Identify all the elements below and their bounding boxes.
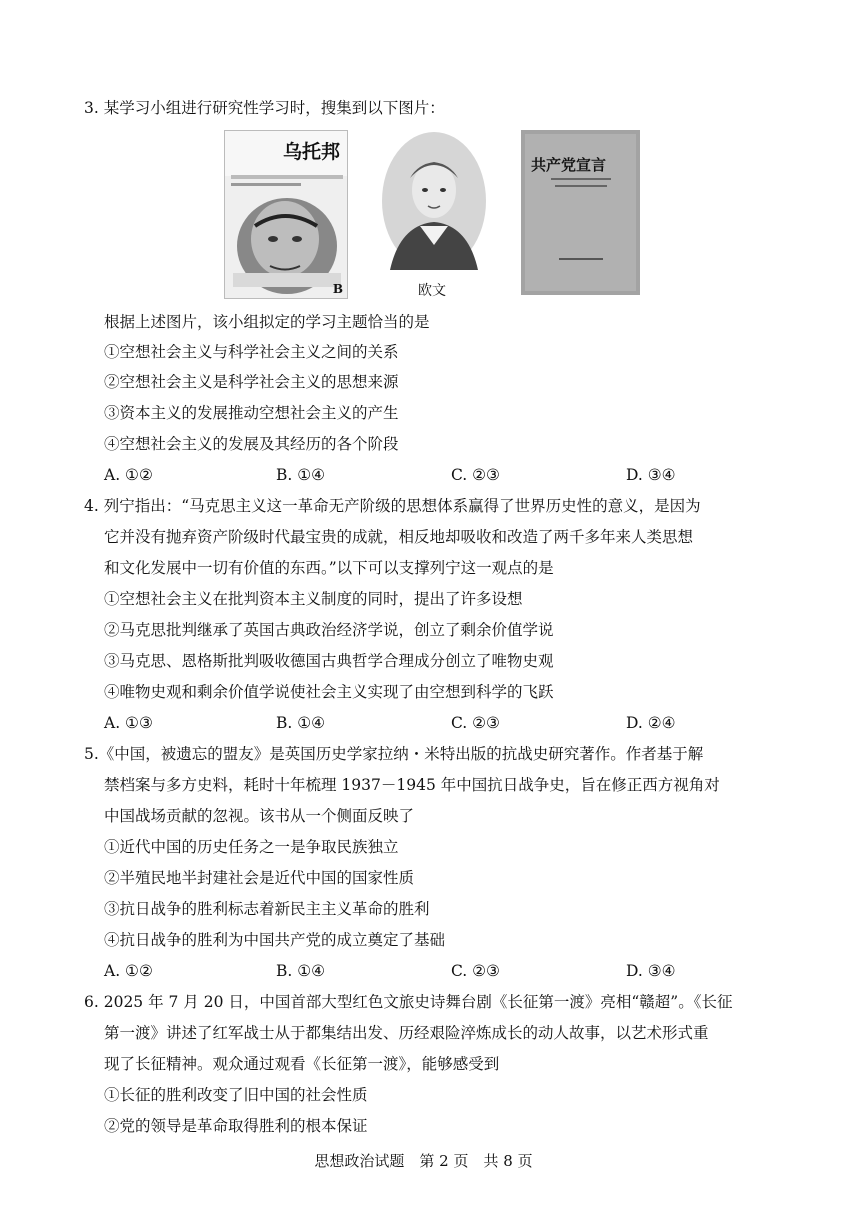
q4-option-d: D. ②④ [626, 714, 676, 732]
manifesto-book-image [521, 130, 640, 295]
q4-option-b: B. ①④ [276, 714, 326, 732]
q3-option-b: B. ①④ [276, 466, 326, 484]
q4-item-3: ③马克思、恩格斯批判吸收德国古典哲学合理成分创立了唯物史观 [104, 652, 554, 670]
owen-portrait-image [380, 130, 488, 272]
q4-line-1: 4. 列宁指出：“马克思主义这一革命无产阶级的思想体系赢得了世界历史性的意义，是因为 [84, 497, 701, 515]
q6-line-3: 现了长征精神。观众通过观看《长征第一渡》，能够感受到 [104, 1055, 500, 1073]
q6-item-1: ①长征的胜利改变了旧中国的社会性质 [104, 1086, 368, 1104]
q5-option-c: C. ②③ [451, 962, 500, 980]
q4-item-1: ①空想社会主义在批判资本主义制度的同时，提出了许多设想 [104, 590, 523, 608]
owen-portrait-art [380, 130, 488, 272]
q5-line-2: 禁档案与多方史料，耗时十年梳理 1937－1945 年中国抗日战争史，旨在修正西方视角对 [104, 776, 720, 794]
q5-item-4: ④抗日战争的胜利为中国共产党的成立奠定了基础 [104, 931, 446, 949]
q4-line-2: 它并没有抛弃资产阶级时代最宝贵的成就，相反地却吸收和改造了两千多年来人类思想 [104, 528, 694, 546]
utopia-title: 乌托邦 [283, 141, 341, 163]
q3-text: 3. 某学习小组进行研究性学习时，搜集到以下图片： [84, 99, 445, 117]
q5-item-2: ②半殖民地半封建社会是近代中国的国家性质 [104, 869, 415, 887]
q4-option-c: C. ②③ [451, 714, 500, 732]
q5-line-1: 5.《中国，被遗忘的盟友》是英国历史学家拉纳・米特出版的抗战史研究著作。作者基于解 [84, 745, 704, 763]
q3-option-a: A. ①② [104, 466, 153, 484]
q5-option-b: B. ①④ [276, 962, 326, 980]
q3-item-1: ①空想社会主义与科学社会主义之间的关系 [104, 343, 399, 361]
q3-option-c: C. ②③ [451, 466, 500, 484]
owen-caption: 欧文 [418, 283, 446, 299]
q6-line-1: 6. 2025 年 7 月 20 日，中国首部大型红色文旅史诗舞台剧《长征第一渡》亮相“赣超”。《长征 [84, 993, 733, 1011]
q4-item-4: ④唯物史观和剩余价值学说使社会主义实现了由空想到科学的飞跃 [104, 683, 554, 701]
q3-item-2: ②空想社会主义是科学社会主义的思想来源 [104, 373, 399, 391]
q3-item-4: ④空想社会主义的发展及其经历的各个阶段 [104, 435, 399, 453]
q4-option-a: A. ①③ [104, 714, 153, 732]
q5-item-3: ③抗日战争的胜利标志着新民主主义革命的胜利 [104, 900, 430, 918]
q4-item-2: ②马克思批判继承了英国古典政治经济学说，创立了剩余价值学说 [104, 621, 554, 639]
utopia-mark: B [332, 282, 343, 296]
q3-item-3: ③资本主义的发展推动空想社会主义的产生 [104, 404, 399, 422]
q5-option-d: D. ③④ [626, 962, 676, 980]
q5-option-a: A. ①② [104, 962, 153, 980]
manifesto-title: 共产党宣言 [531, 156, 607, 174]
q5-line-3: 中国战场贡献的忽视。该书从一个侧面反映了 [104, 807, 415, 825]
q4-line-3: 和文化发展中一切有价值的东西。”以下可以支撑列宁这一观点的是 [104, 559, 554, 577]
q6-item-2: ②党的领导是革命取得胜利的根本保证 [104, 1117, 368, 1135]
utopia-book-image [224, 130, 348, 299]
q5-item-1: ①近代中国的历史任务之一是争取民族独立 [104, 838, 399, 856]
page-footer: 思想政治试题 第 2 页 共 8 页 [314, 1152, 533, 1170]
q3-option-d: D. ③④ [626, 466, 676, 484]
q6-line-2: 第一渡》讲述了红军战士从于都集结出发、历经艰险淬炼成长的动人故事，以艺术形式重 [104, 1024, 709, 1042]
q3-stem: 根据上述图片，该小组拟定的学习主题恰当的是 [104, 313, 430, 331]
